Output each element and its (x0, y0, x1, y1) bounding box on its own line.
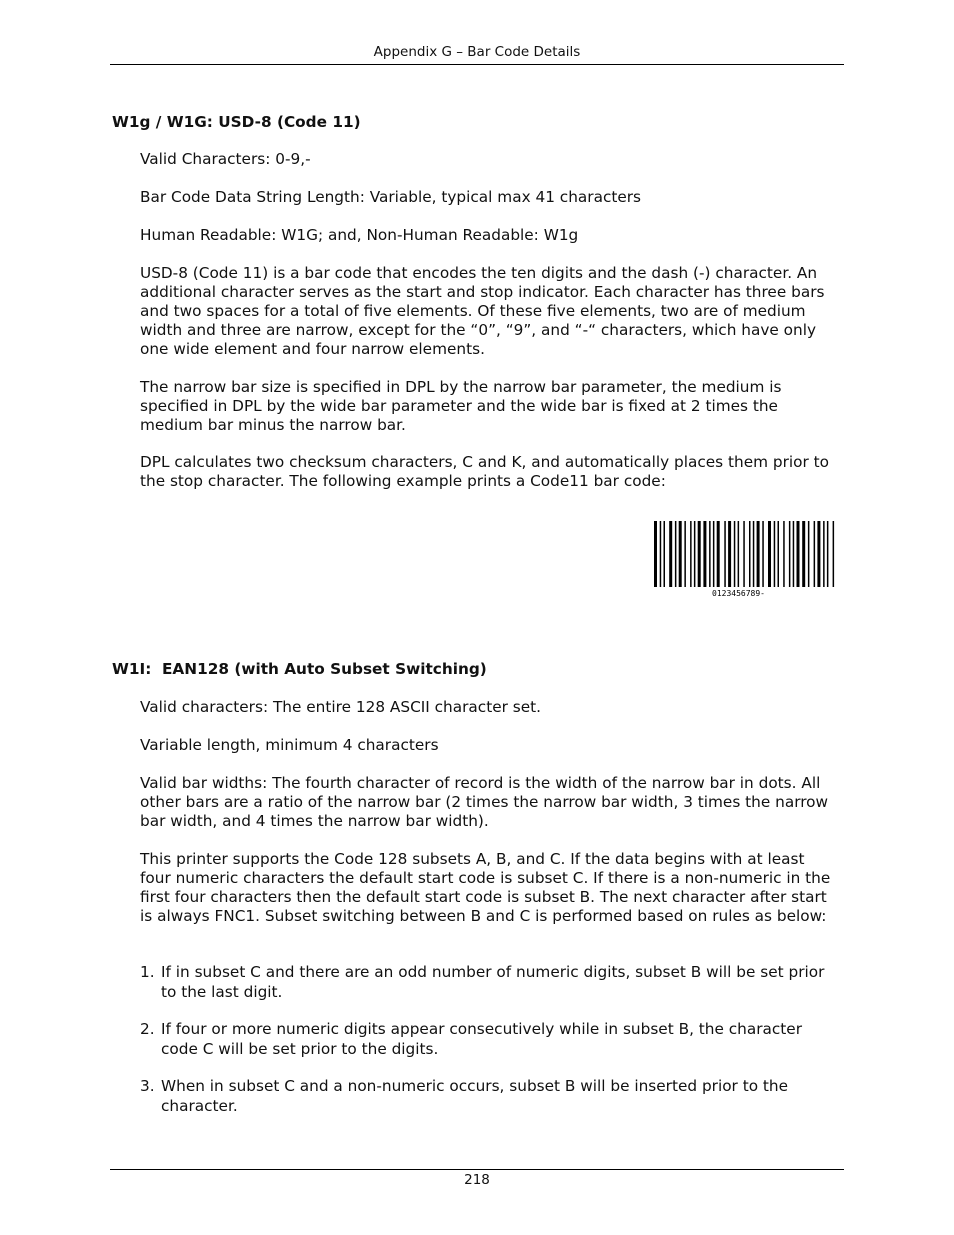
barcode-bars (654, 521, 834, 587)
footer-rule (110, 1169, 844, 1170)
header-rule (110, 64, 844, 65)
list-item-number: 3. (140, 1077, 155, 1095)
ean128-length: Variable length, minimum 4 characters (140, 736, 439, 754)
barcode-bar (698, 521, 701, 587)
barcode-bar (664, 521, 666, 587)
barcode-bar (703, 521, 706, 587)
barcode-bar (827, 521, 829, 587)
barcode-bar (793, 521, 795, 587)
barcode-bar (654, 521, 657, 587)
barcode-bar (675, 521, 677, 587)
barcode-bar (808, 521, 810, 587)
barcode-bar (717, 521, 720, 587)
ean128-bar-widths: Valid bar widths: The fourth character of record is the width of the narrow bar in dots. All other bars are a ratio of the narrow bar (2 times the narrow bar width, 3 times the narrow bar width, and 4 times the narrow bar width). (140, 774, 829, 830)
barcode-bar (660, 521, 662, 587)
code11-description: USD-8 (Code 11) is a bar code that encodes the ten digits and the dash (-) character. An additional character serves as the start and stop indicator. Each character has three bars and two spaces for a total of five elements. Of these five elements, two are of medium width and three are narrow, except for the “0”, “9”, and “-“ characters, which have only one wide element and four narrow elements. (140, 264, 825, 358)
barcode-bar (797, 521, 800, 587)
barcode-bar (743, 521, 745, 587)
barcode-human-readable: 0123456789- (712, 589, 765, 598)
barcode-bar (738, 521, 740, 587)
barcode-bar (749, 521, 751, 587)
barcode-bar (724, 521, 726, 587)
data-length-text: Bar Code Data String Length: Variable, typical max 41 characters (140, 188, 642, 206)
barcode-bar (774, 521, 776, 587)
barcode-bar (762, 521, 764, 587)
barcode-bar (789, 521, 791, 587)
section-heading-ean128: W1I: EAN128 (with Auto Subset Switching) (112, 660, 487, 678)
barcode-bar (684, 521, 686, 587)
list-item-number: 2. (140, 1020, 155, 1038)
barcode-bar (713, 521, 715, 587)
barcode-bar (709, 521, 711, 587)
barcode-bar (783, 521, 785, 587)
code11-barcode-image (652, 521, 836, 601)
barcode-bar (802, 521, 805, 587)
barcode-bar (757, 521, 760, 587)
ean128-valid-characters: Valid characters: The entire 128 ASCII character set. (140, 698, 542, 716)
page-number: 218 (464, 1172, 490, 1188)
barcode-bar (734, 521, 736, 587)
valid-characters-text: Valid Characters: 0-9,- (140, 150, 311, 168)
barcode-bar (814, 521, 816, 587)
barcode-bar (768, 521, 771, 587)
page-header: Appendix G – Bar Code Details (373, 44, 581, 60)
barcode-bar (679, 521, 682, 587)
barcode-bar (753, 521, 755, 587)
ean128-subset-description: This printer supports the Code 128 subsets A, B, and C. If the data begins with at least four numeric characters the default start code is subset C. If there is a non-numeric in the first four characters then the default start code is subset B. The next character after start is always FNC1. Subset switching between B and C is performed based on rules as below: (140, 850, 831, 925)
list-item-text: When in subset C and a non-numeric occurs, subset B will be inserted prior to the character. (161, 1077, 789, 1115)
barcode-bar (694, 521, 696, 587)
barcode-bar (690, 521, 692, 587)
barcode-bar (728, 521, 731, 587)
barcode-bar (778, 521, 780, 587)
list-item-text: If in subset C and there are an odd number of numeric digits, subset B will be set prior to the last digit. (161, 963, 825, 1001)
barcode-bar (833, 521, 835, 587)
checksum-description: DPL calculates two checksum characters, C and K, and automatically places them prior to the stop character. The following example prints a Code11 bar code: (140, 453, 829, 490)
barcode-bar (823, 521, 825, 587)
list-item-text: If four or more numeric digits appear consecutively while in subset B, the character code C will be set prior to the digits. (161, 1020, 803, 1058)
barcode-bar (817, 521, 820, 587)
barcode-bar (669, 521, 672, 587)
list-item-number: 1. (140, 963, 155, 981)
human-readable-text: Human Readable: W1G; and, Non-Human Readable: W1g (140, 226, 579, 244)
section-heading-code11: W1g / W1G: USD-8 (Code 11) (112, 113, 361, 131)
bar-size-description: The narrow bar size is specified in DPL by the narrow bar parameter, the medium is specified in DPL by the wide bar parameter and the wide bar is fixed at 2 times the medium bar minus the narrow bar. (140, 378, 782, 434)
